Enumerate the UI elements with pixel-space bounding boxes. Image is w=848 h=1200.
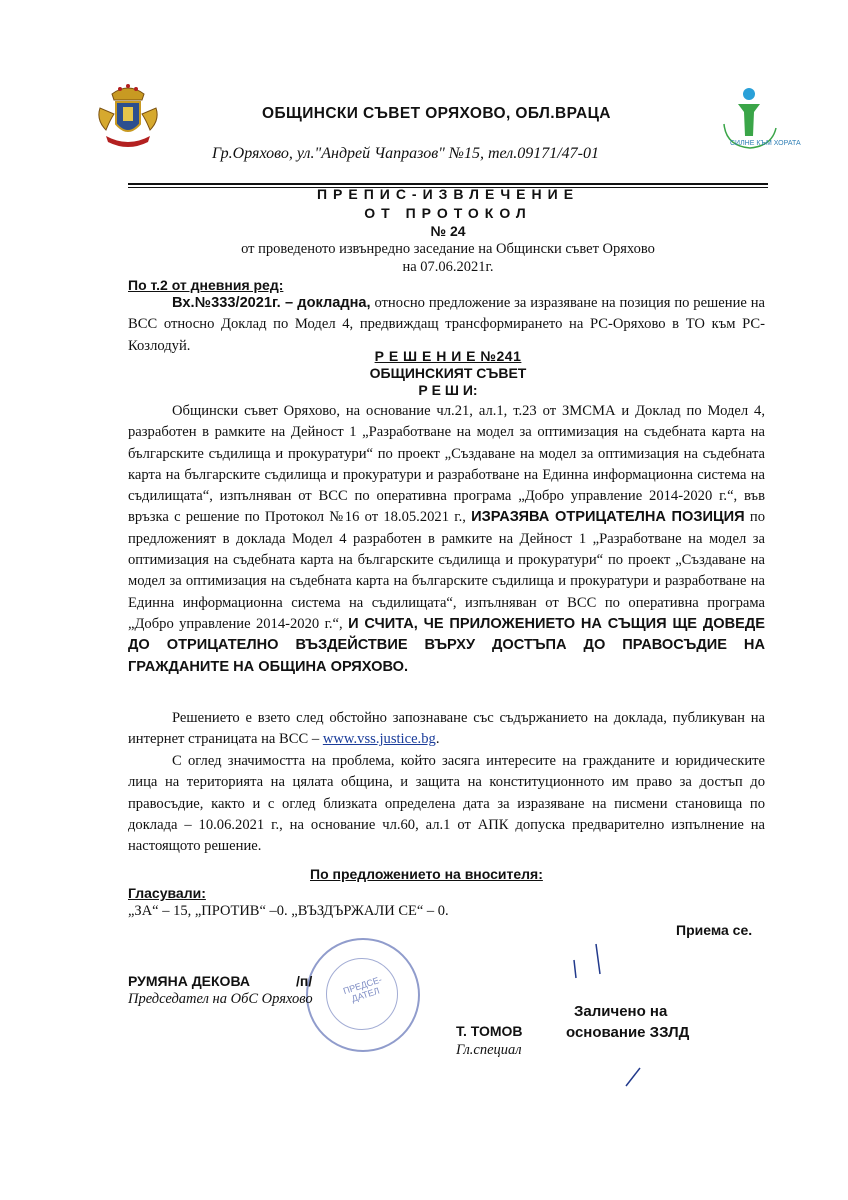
agenda-ref-text: относно предложение за изразяване на позиция по решение на ВСС относно Доклад по Модел 4, предвиждащ трансформирането на РС-Оряхово в ТО към РС-Козлодуй. [128,295,765,354]
session-description: от проведеното извънредно заседание на Общински съвет Оряхово [241,241,655,257]
right-logo-caption: СИЛНЕ КЪМ ХОРАТА [730,140,801,147]
coat-of-arms-logo [92,80,164,152]
proposal-heading: По предложението на вносителя: [310,866,543,882]
agenda-ref-number: Вх.№333/2021г. – докладна, [172,295,371,311]
publication-text: Решението е взето след обстойно запознаване със съдържанието на доклада, публикуван на интернет страницата на ВСС – [128,710,765,748]
header-rule-thick [128,183,768,185]
chair-signature-mark: /п/ [296,973,313,989]
impact-statement: И СЧИТА, ЧЕ ПРИЛОЖЕНИЕТО НА СЪЩИЯ ЩЕ ДОВЕДЕ ДО ОТРИЦАТЕЛНО ВЪЗДЕЙСТВИЕ ВЪРХУ ДОСТЪПА ДО ПРАВОСЪДИЕ НА ГРАЖДАНИТЕ НА ОБЩИНА ОРЯХОВО. [128,615,765,675]
accepted-text: Приема се. [676,922,753,938]
signature-strokes [560,940,720,1100]
decision-paragraph-3: С оглед значимостта на проблема, който засяга интересите на гражданите и юридическите лица на територията на цялата община, и защита на конституционното им право за достъп до правосъдие, както и с оглед близката определена дата за изразяване на писмени становища по доклада – 10.06.2021 г., на основание чл.60, ал.1 от АПК допуска предварително изпълнение на настоящото решение. [128,753,765,855]
stamp-label: ПРЕДСЕ-ДАТЕЛ [341,974,384,1004]
specialist-name: Т. ТОМОВ [456,1023,523,1039]
decides-heading: Р Е Ш И: [418,382,478,398]
redaction-note-line1: Заличено на [574,1003,668,1020]
decision-text-b: по предложеният в доклада Модел 4 разработен в рамките на Дейност 1 „Разработване на модел за оптимизация на съдебната карта на българските съдилища и прокуратури“ по проект „Създаване на модел за оптимизация на съдебната карта на българските съдилища и прокуратури и разработване на Единна информационна система на съдилищата“, изпълняван от ВСС по оперативна програма „Добро управление 2014-2020 г.“, [128,509,765,632]
negative-position-text: ИЗРАЗЯВА ОТРИЦАТЕЛНА ПОЗИЦИЯ [471,509,745,526]
council-address: Гр.Оряхово, ул."Андрей Чапразов" №15, тел.09171/47-01 [212,145,599,162]
decision-paragraph-2 [128,708,765,751]
agenda-heading: По т.2 от дневния ред: [128,277,284,293]
chair-name: РУМЯНА ДЕКОВА [128,973,250,989]
publication-end: . [435,731,440,748]
chair-title: Председател на ОбС Оряхово [128,991,313,1007]
specialist-title: Гл.специал [456,1042,522,1058]
doc-heading-extract: ПРЕПИС-ИЗВЛЕЧЕНИЕ [316,186,580,202]
decision-text-a: Общински съвет Оряхово, на основание чл.21, ал.1, т.23 от ЗМСМА и Доклад по Модел 4, разработен в рамките на Дейност 1 „Разработване на модел за оптимизация на съдебната карта на българските съдилища и прокуратури“ по проект „Създаване на модел за оптимизация на съдебната карта на българските съдилища и прокуратури и разработване на Единна информационна система на съдилищата“, изпълняван от ВСС по оперативна програма „Добро управление 2014-2020 г.“, във връзка с решение по Протокол №16 от 18.05.2021 г., [128,403,765,526]
council-title: ОБЩИНСКИ СЪВЕТ ОРЯХОВО, ОБЛ.ВРАЦА [262,105,611,122]
vss-website-link[interactable]: www.vss.justice.bg [322,731,436,748]
decision-paragraph-1 [128,401,765,678]
council-heading: ОБЩИНСКИЯТ СЪВЕТ [369,365,527,381]
protocol-number: № 24 [430,223,466,239]
doc-heading-protocol: ОТ ПРОТОКОЛ [364,205,532,221]
decision-title: Р Е Ш Е Н И Е №241 [374,348,522,364]
vote-result: „ЗА“ – 15, „ПРОТИВ“ –0. „ВЪЗДЪРЖАЛИ СЕ“ – 0. [128,903,449,919]
voted-label: Гласували: [128,885,206,901]
session-date: на 07.06.2021г. [402,259,494,275]
redaction-note-line2: основание ЗЗЛД [566,1024,690,1041]
